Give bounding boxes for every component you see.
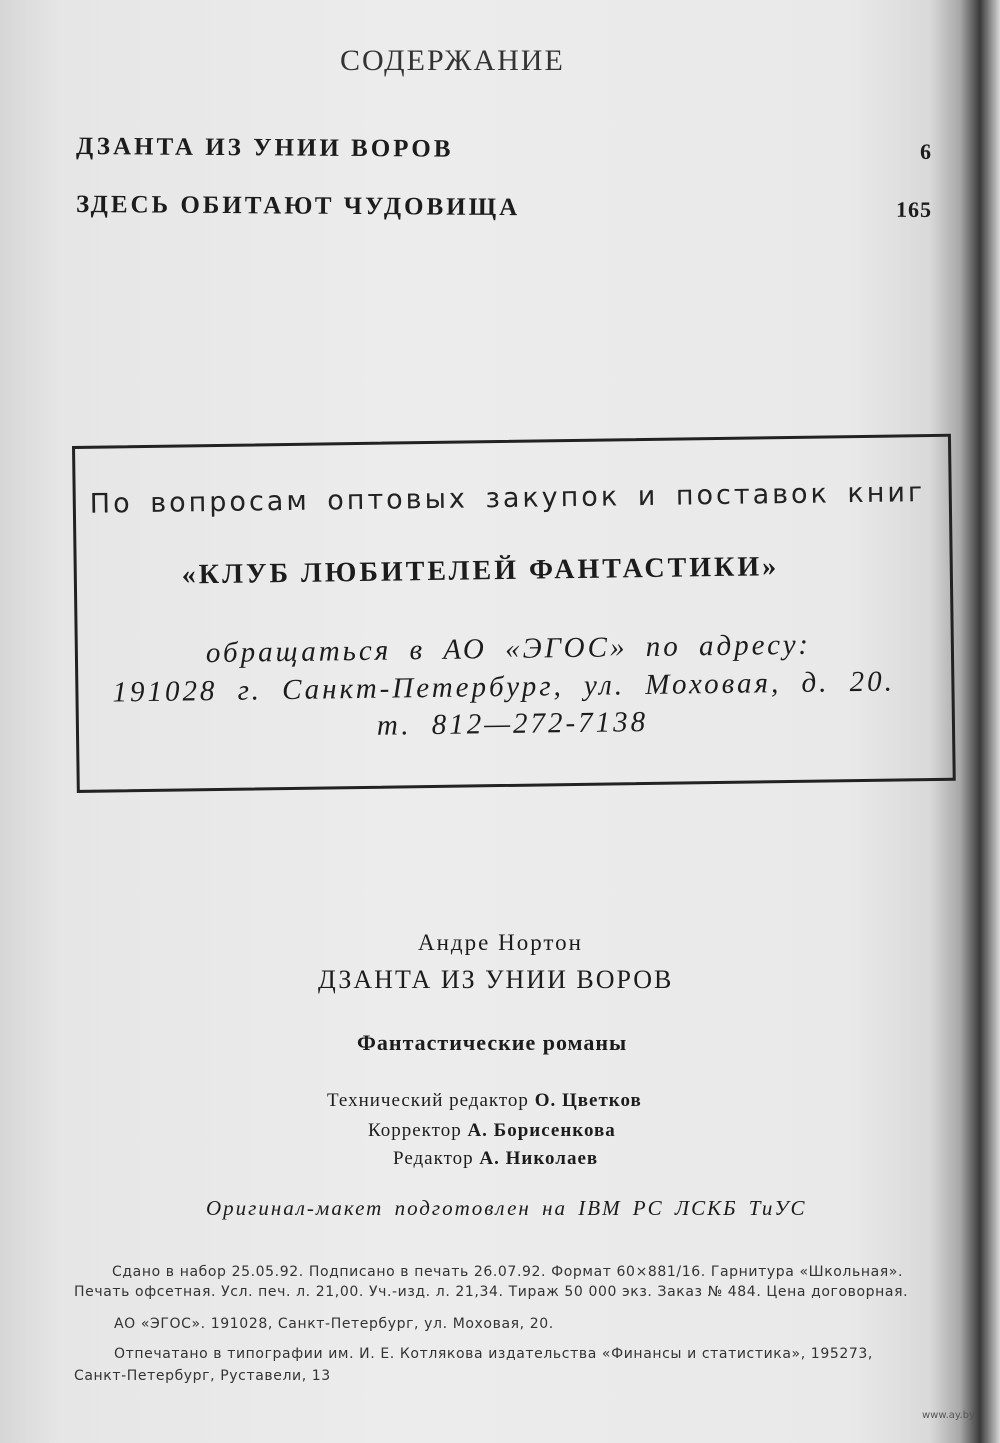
credit-role: Корректор <box>368 1120 462 1141</box>
credit-name: А. Борисенкова <box>467 1120 616 1141</box>
imprint-publisher: АО «ЭГОС». 191028, Санкт-Петербург, ул. Моховая, 20. <box>114 1316 554 1332</box>
notice-address: 191028 г. Санкт-Петербург, ул. Моховая, д. 20. <box>112 665 896 709</box>
imprint-printer-address: Санкт-Петербург, Руставели, 13 <box>74 1368 331 1384</box>
credit-line <box>393 1148 598 1170</box>
original-layout-note: Оригинал-макет подготовлен на IBM PC ЛСКБ ТиУС <box>206 1196 807 1220</box>
imprint-line: Печать офсетная. Усл. печ. л. 21,00. Уч.-изд. л. 21,34. Тираж 50 000 экз. Заказ № 484. Цена договорная. <box>74 1284 909 1300</box>
book-genre: Фантастические романы <box>357 1030 628 1055</box>
notice-phone: т. 812—272-7138 <box>376 705 649 742</box>
toc-heading: СОДЕРЖАНИЕ <box>340 44 565 77</box>
book-author: Андре Нортон <box>418 930 583 955</box>
notice-club-name: «КЛУБ ЛЮБИТЕЛЕЙ ФАНТАСТИКИ» <box>181 551 780 591</box>
imprint-printer: Отпечатано в типографии им. И. Е. Котлякова издательства «Финансы и статистика», 195273, <box>114 1346 873 1362</box>
credit-name: О. Цветков <box>534 1090 642 1111</box>
notice-intro: По вопросам оптовых закупок и поставок книг <box>89 477 926 520</box>
credit-role: Редактор <box>393 1148 474 1169</box>
toc-item-page: 6 <box>919 138 933 164</box>
credit-line <box>327 1090 642 1112</box>
toc-item-page: 165 <box>895 196 933 222</box>
book-title: ДЗАНТА ИЗ УНИИ ВОРОВ <box>318 965 674 994</box>
wholesale-notice-box <box>72 434 956 793</box>
toc-item-title: ЗДЕСЬ ОБИТАЮТ ЧУДОВИЩА <box>75 191 521 222</box>
toc-item <box>76 191 932 225</box>
toc-item <box>76 133 932 167</box>
credit-line <box>368 1120 616 1142</box>
toc-item-title: ДЗАНТА ИЗ УНИИ ВОРОВ <box>75 133 454 163</box>
imprint-line: Сдано в набор 25.05.92. Подписано в печать 26.07.92. Формат 60×881/16. Гарнитура «Школьная». <box>112 1264 903 1280</box>
credit-role: Технический редактор <box>327 1090 529 1111</box>
notice-contact: обращаться в АО «ЭГОС» по адресу: <box>205 628 812 670</box>
watermark: www.ay.by <box>922 1410 975 1421</box>
credit-name: А. Николаев <box>479 1148 599 1169</box>
